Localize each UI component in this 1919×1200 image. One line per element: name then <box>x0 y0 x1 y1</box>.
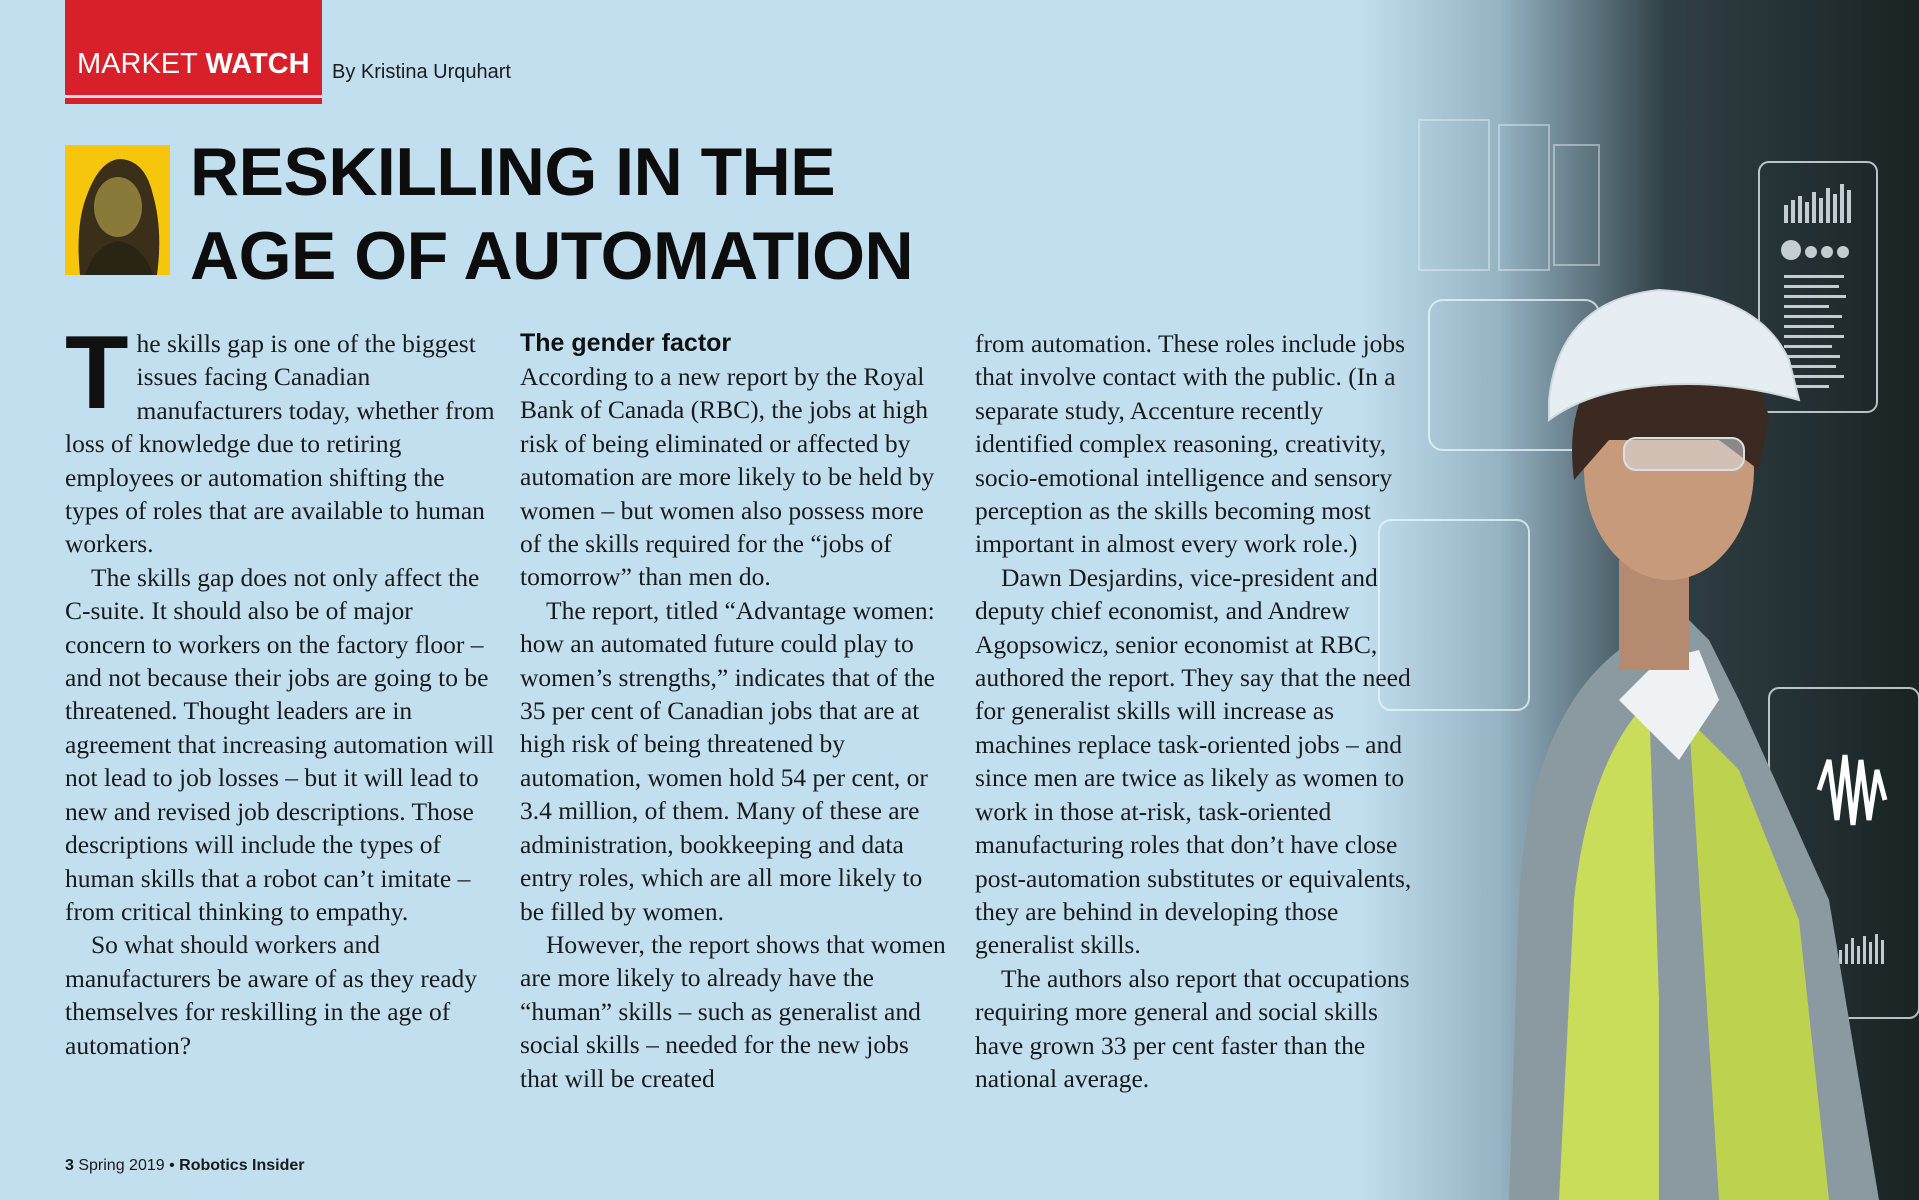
paragraph: from automation. These roles include jobs that involve contact with the public. (In a separate study, Accenture recently identified complex reasoning, creativity, socio-emotional intelligence and sensory perception as the skills becoming most important in almost every work role.) <box>975 329 1406 559</box>
section-tag <box>65 0 322 104</box>
paragraph: The authors also report that occupations requiring more general and social skills have grown 33 per cent faster than the national average. <box>975 963 1410 1093</box>
paragraph: According to a new report by the Royal Bank of Canada (RBC), the jobs at high risk of being eliminated or affected by automation are more likely to be held by women – but women also possess more of the skills required for the “jobs of tomorrow” than men do. <box>520 362 935 592</box>
headline-line-1: RESKILLING IN THE <box>190 134 836 210</box>
section-label-bold: WATCH <box>205 48 310 80</box>
issue-label: Spring 2019 • <box>73 1157 180 1174</box>
drop-cap: T <box>65 315 129 431</box>
article-column-3 <box>975 327 1415 1095</box>
subhead: The gender factor <box>520 329 732 357</box>
author-portrait <box>65 145 170 275</box>
paragraph: However, the report shows that women are more likely to already have the “human” skills – such as generalist and social skills – needed for the new jobs that will be created <box>520 929 946 1093</box>
page-footer <box>65 1157 305 1175</box>
paragraph: So what should workers and manufacturers be aware of as they ready themselves for reskilling in the age of automation? <box>65 930 478 1060</box>
section-tag-rule <box>65 95 322 98</box>
section-label-light: MARKET <box>77 48 206 80</box>
article-column-2 <box>520 327 950 1095</box>
headline-line-2: AGE OF AUTOMATION <box>190 218 914 294</box>
paragraph: Dawn Desjardins, vice-president and deputy chief economist, and Andrew Agopsowicz, senior economist at RBC, authored the report. They say that the need for generalist skills will increase as machines replace task-oriented jobs – and since men are twice as likely as women to work in those at-risk, task-oriented manufacturing roles that don’t have close post-automation substitutes or equivalents, they are behind in developing those generalist skills. <box>975 562 1412 960</box>
hero-illustration <box>1359 0 1919 1200</box>
page-number: 3 <box>65 1157 74 1174</box>
article-column-1 <box>65 315 495 1062</box>
paragraph: The report, titled “Advantage women: how an automated future could play to women’s strengths,” indicates that of the 35 per cent of Canadian jobs that are at high risk of being threatened by automation, women hold 54 per cent, or 3.4 million, of them. Many of these are administration, bookkeeping and data entry roles, which are all more likely to be filled by women. <box>520 595 935 926</box>
headline <box>190 130 913 298</box>
paragraph: he skills gap is one of the biggest issues facing Canadian manufacturers today, whether from loss of knowledge due to retiring employees or automation shifting the types of roles that are available to human workers. <box>65 329 495 559</box>
paragraph: The skills gap does not only affect the C-suite. It should also be of major concern to workers on the factory floor – and not because their jobs are going to be threatened. Thought leaders are in agreement that increasing automation will not lead to job losses – but it will lead to new and revised job descriptions. Those descriptions will include the types of human skills that a robot can’t imitate – from critical thinking to empathy. <box>65 562 495 926</box>
byline: By Kristina Urquhart <box>332 61 511 83</box>
publication-name: Robotics Insider <box>179 1157 305 1174</box>
author-portrait-image <box>65 145 170 275</box>
hero-image <box>1359 0 1919 1200</box>
